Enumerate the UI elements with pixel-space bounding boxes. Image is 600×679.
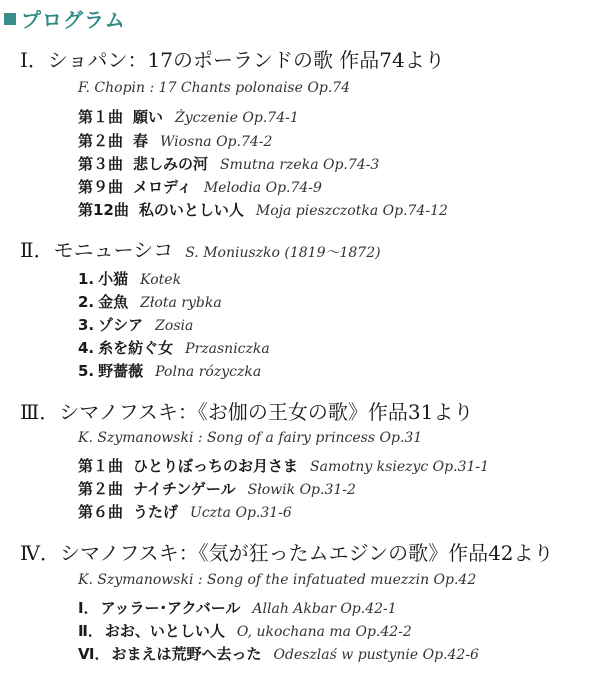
item-jp-title: アッラー･アクバール	[100, 599, 241, 617]
list-item	[78, 643, 479, 664]
item-polish-title: Allah Akbar Op.42-1	[252, 601, 397, 617]
list-item	[78, 153, 379, 174]
item-polish-title: Uczta Op.31-6	[190, 505, 292, 521]
section-title-subtitle: S. Moniuszko (1819～1872)	[185, 245, 381, 261]
item-jp-title: 私のいとしい人	[138, 201, 244, 219]
item-jp-title: ひとりぼっちのお月さま	[133, 457, 299, 475]
item-jp-title: 春	[133, 132, 149, 150]
item-number: 第９曲	[78, 178, 124, 196]
list-item	[78, 106, 299, 127]
square-bullet-icon	[4, 13, 16, 25]
list-item	[78, 314, 193, 335]
item-number: 2.	[78, 293, 95, 311]
item-polish-title: Wiosna Op.74-2	[160, 134, 273, 150]
list-item	[78, 478, 356, 499]
item-jp-title: おまえは荒野へ去った	[111, 645, 262, 663]
list-item	[78, 620, 412, 641]
section-title-moniuszko	[20, 234, 381, 263]
item-number: 1.	[78, 270, 95, 288]
list-item	[78, 501, 292, 522]
item-number: 第２曲	[78, 480, 124, 498]
section-title-szymanowski-muezzin: Ⅳ．シマノフスキ：《気が狂ったムエジンの歌》作品42より	[20, 541, 554, 565]
item-jp-title: ナイチンゲール	[133, 480, 236, 498]
item-number: 第12曲	[78, 201, 129, 219]
item-number: Ⅰ．	[78, 599, 99, 617]
item-polish-title: Moja pieszczotka Op.74-12	[255, 203, 448, 219]
item-jp-title: ゾシア	[98, 316, 144, 334]
section-title-text: Ⅱ．モニューシコ	[20, 238, 174, 262]
item-jp-title: 小猫	[98, 270, 129, 288]
section-subtitle-szymanowski-fairy: K. Szymanowski : Song of a fairy princess Op.31	[78, 430, 423, 446]
item-polish-title: Zosia	[155, 318, 194, 334]
item-polish-title: O, ukochana ma Op.42-2	[236, 624, 412, 640]
section-title-chopin: Ⅰ．ショパン：17のポーランドの歌 作品74より	[20, 48, 445, 72]
item-jp-title: 金魚	[98, 293, 129, 311]
item-polish-title: Melodia Op.74-9	[203, 180, 322, 196]
item-number: 第１曲	[78, 108, 124, 126]
item-polish-title: Słowik Op.31-2	[247, 482, 356, 498]
item-number: 4.	[78, 339, 95, 357]
item-jp-title: 願い	[133, 108, 164, 126]
section-subtitle-chopin: F. Chopin : 17 Chants polonaise Op.74	[78, 80, 351, 96]
list-item	[78, 176, 322, 197]
item-polish-title: Przasniczka	[185, 341, 270, 357]
item-number: 5.	[78, 362, 95, 380]
item-number: Ⅵ．	[78, 645, 110, 663]
list-item	[78, 337, 270, 358]
list-item	[78, 455, 489, 476]
item-polish-title: Samotny ksiezyc Op.31-1	[310, 459, 490, 475]
item-polish-title: Kotek	[140, 272, 182, 288]
item-jp-title: メロディ	[133, 178, 192, 196]
item-polish-title: Polna rózyczka	[155, 364, 262, 380]
section-subtitle-szymanowski-muezzin: K. Szymanowski : Song of the infatuated muezzin Op.42	[78, 572, 477, 588]
item-number: Ⅱ．	[78, 622, 103, 640]
section-title-szymanowski-fairy: Ⅲ．シマノフスキ：《お伽の王女の歌》作品31より	[20, 400, 474, 424]
item-number: 第２曲	[78, 132, 124, 150]
item-polish-title: Złota rybka	[140, 295, 222, 311]
item-number: 第１曲	[78, 457, 124, 475]
item-jp-title: 糸を紡ぐ女	[98, 339, 174, 357]
item-polish-title: Życzenie Op.74-1	[175, 110, 299, 126]
list-item	[78, 199, 448, 220]
list-item	[78, 360, 261, 381]
item-jp-title: 野薔薇	[98, 362, 144, 380]
list-item	[78, 130, 272, 151]
item-jp-title: おお、いとしい人	[104, 622, 225, 640]
item-number: 第６曲	[78, 503, 124, 521]
list-item	[78, 268, 181, 289]
page-title: プログラム	[21, 8, 126, 32]
list-item	[78, 291, 222, 312]
item-number: 第３曲	[78, 155, 124, 173]
item-number: 3.	[78, 316, 95, 334]
item-polish-title: Smutna rzeka Op.74-3	[220, 157, 380, 173]
program-header	[4, 4, 126, 33]
item-jp-title: 悲しみの河	[133, 155, 209, 173]
item-polish-title: Odeszlaś w pustynie Op.42-6	[273, 647, 479, 663]
list-item	[78, 597, 397, 618]
item-jp-title: うたげ	[133, 503, 179, 521]
